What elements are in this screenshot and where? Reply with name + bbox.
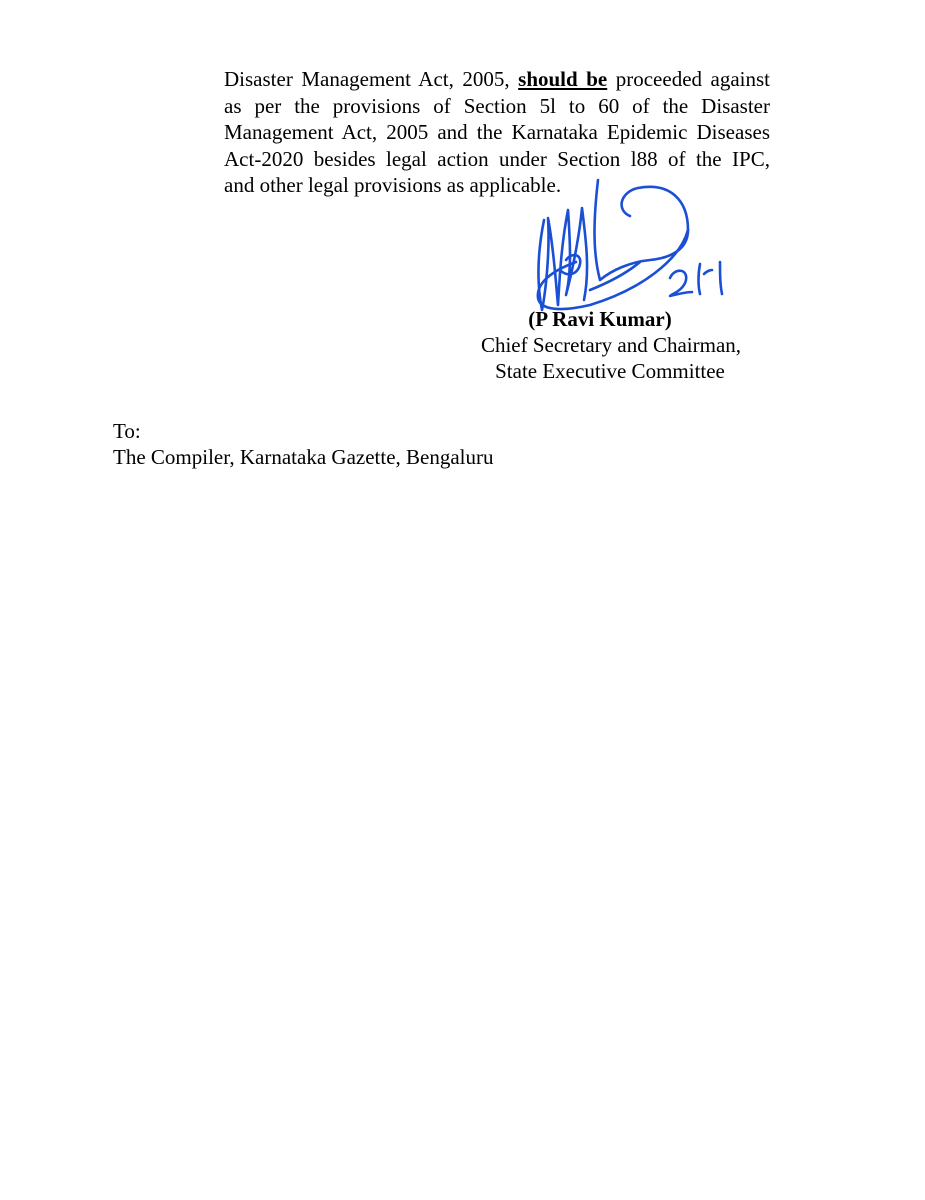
paragraph-line-5: and other legal provisions as applicable. xyxy=(224,173,562,197)
emphasis-should-be: should be xyxy=(518,67,608,91)
recipient-block xyxy=(113,418,494,470)
paragraph-line-4: Act-2020 besides legal action under Section l88 of the IPC, xyxy=(224,146,770,171)
paragraph-line-3: Management Act, 2005 and the Karnataka Epidemic Diseases xyxy=(224,120,770,144)
paragraph-line-2: as per the provisions of Section 5l to 60 of the Disaster xyxy=(224,93,770,118)
signatory-name: (P Ravi Kumar) xyxy=(528,307,672,331)
paragraph-line-1: Disaster Management Act, 2005, should be proceeded against xyxy=(224,67,771,91)
recipient-label: To: xyxy=(113,419,141,443)
recipient-address: The Compiler, Karnataka Gazette, Bengaluru xyxy=(113,445,494,469)
signatory-title-2: State Executive Committee xyxy=(495,359,725,383)
handwritten-signature xyxy=(520,170,750,340)
signatory-title-1: Chief Secretary and Chairman, xyxy=(480,333,742,357)
